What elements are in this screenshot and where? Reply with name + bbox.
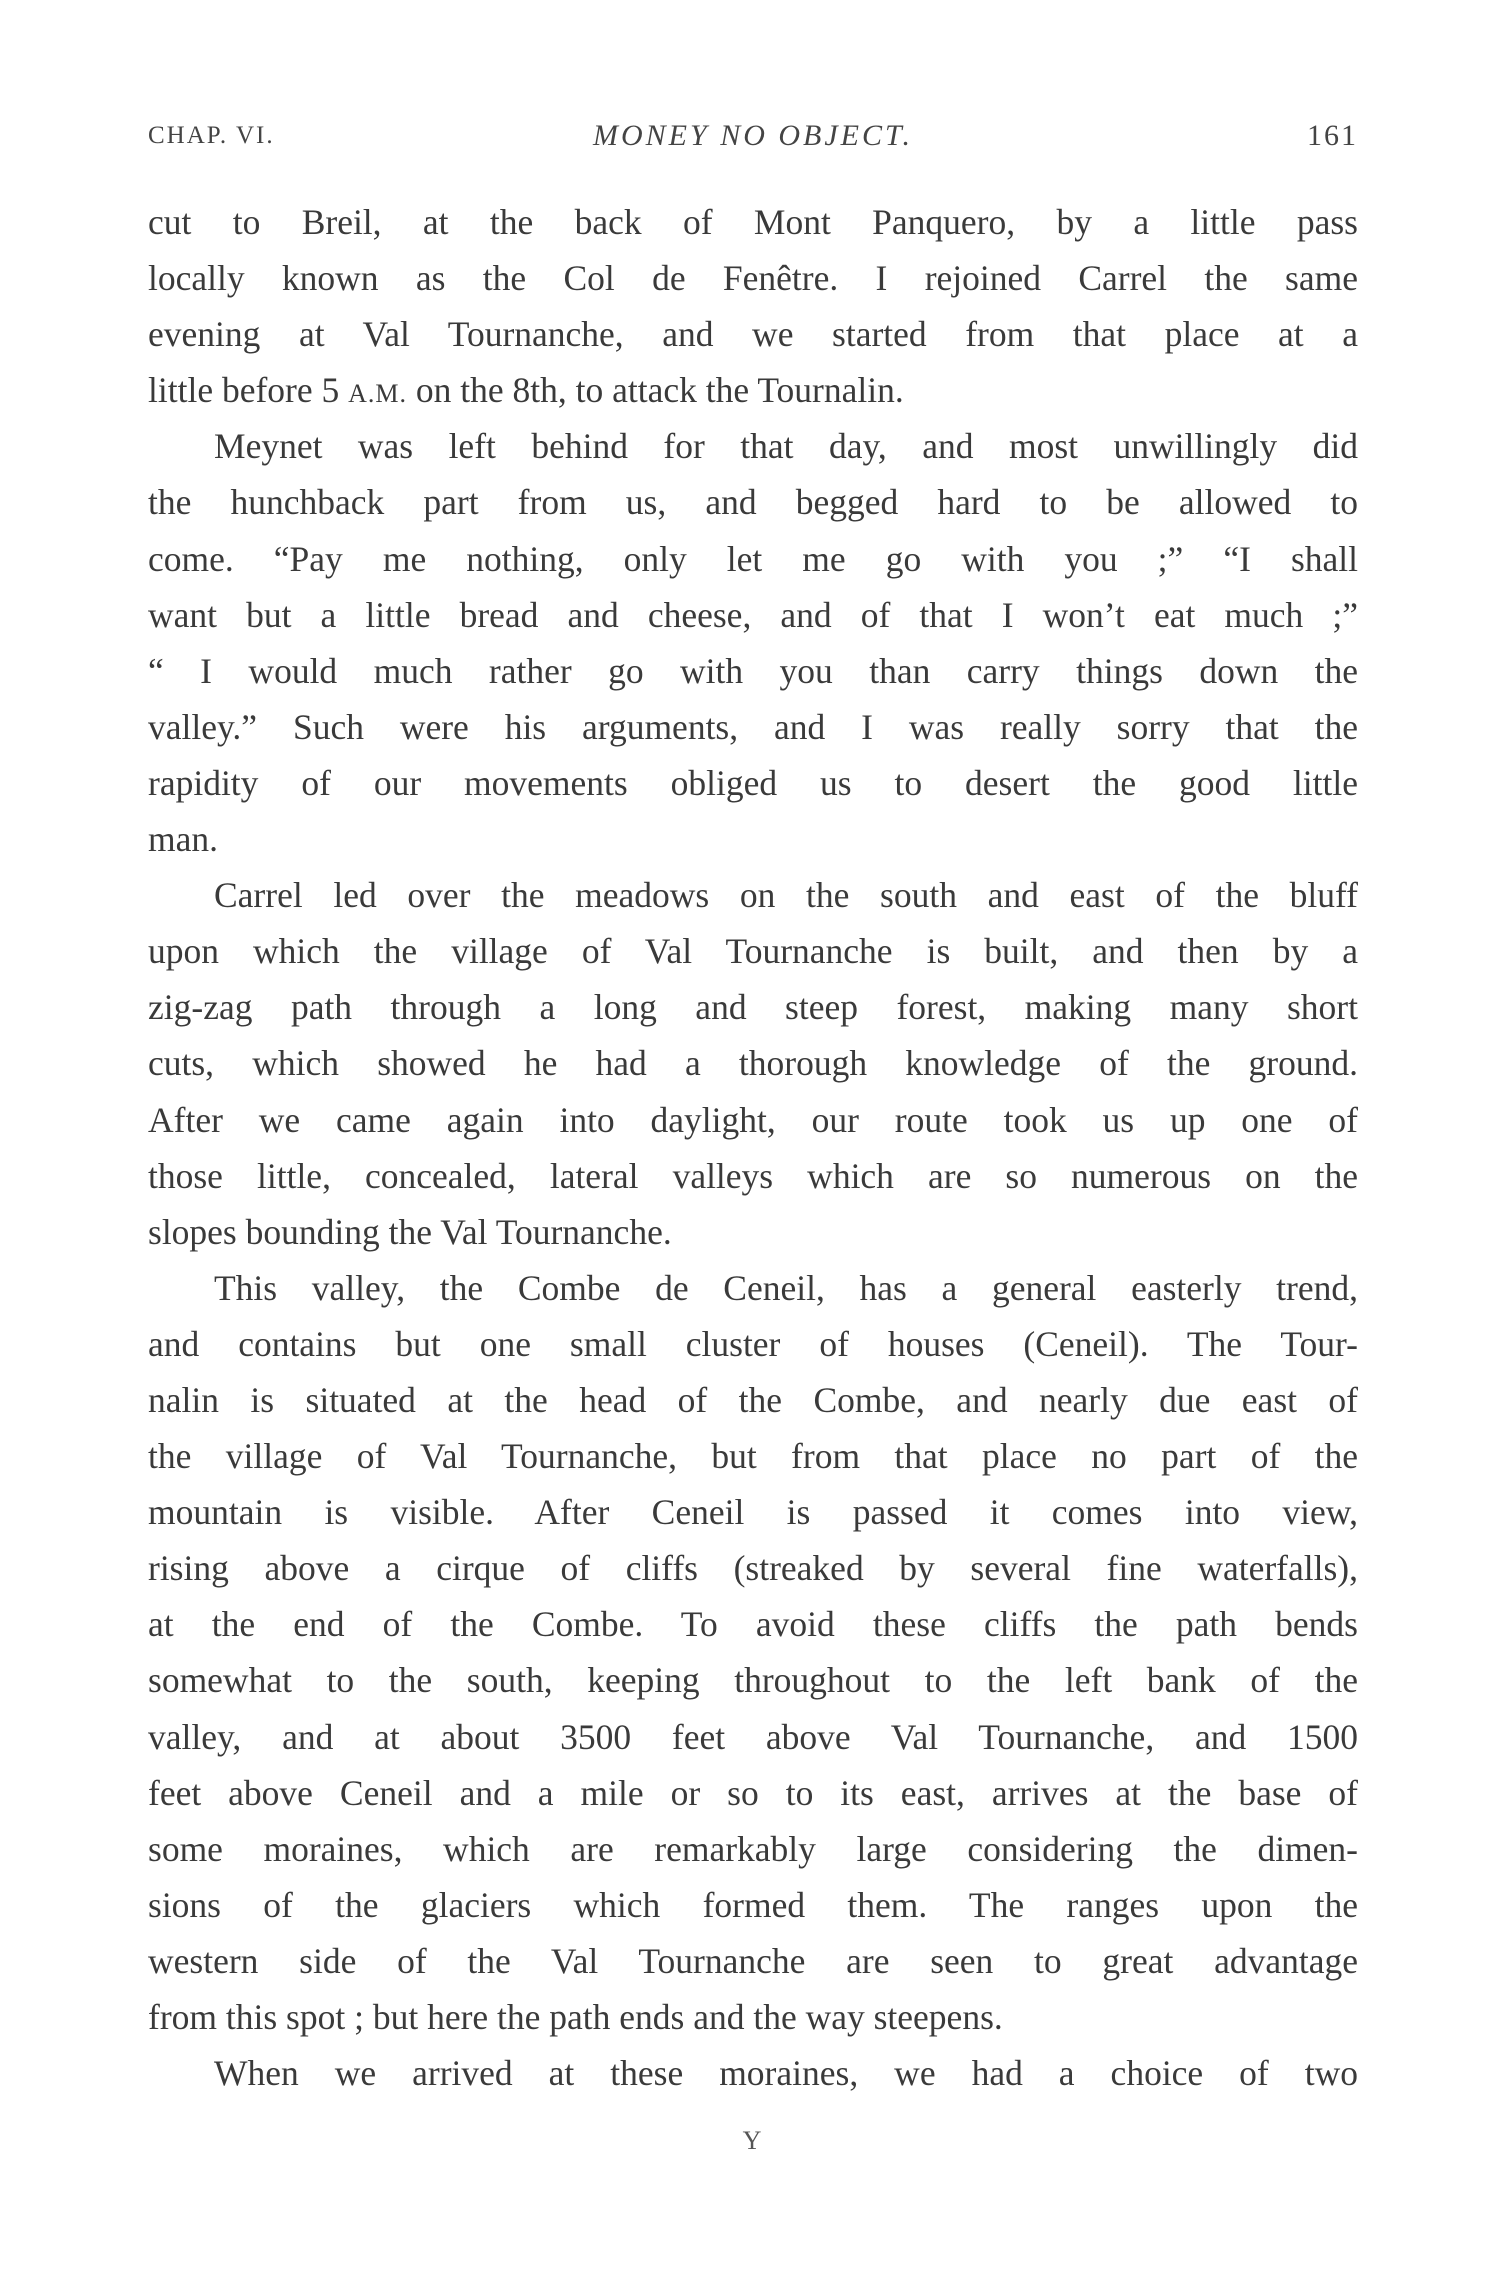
signature-mark: Y: [742, 2126, 762, 2155]
text-line: nalin is situated at the head of the Combe, and nearly due east of: [148, 1379, 1358, 1420]
text-line: zig-zag path through a long and steep forest, making many short: [148, 987, 1358, 1028]
text-line: Carrel led over the meadows on the south and east of the bluff: [214, 875, 1358, 916]
text-line: When we arrived at these moraines, we had a choice of two: [214, 2053, 1358, 2094]
text-line: cuts, which showed he had a thorough knowledge of the ground.: [148, 1043, 1358, 1084]
text-line: After we came again into daylight, our route took us up one of: [148, 1099, 1358, 1140]
body-text: [148, 194, 1358, 2101]
text-line: This valley, the Combe de Ceneil, has a general easterly trend,: [214, 1267, 1358, 1308]
paragraph: [148, 418, 1358, 867]
text-line: come. “Pay me nothing, only let me go with you ;” “I shall: [148, 538, 1358, 579]
text-line: cut to Breil, at the back of Mont Panquero, by a little pass: [148, 202, 1358, 242]
text-line: western side of the Val Tournanche are seen to great advantage: [148, 1940, 1358, 1981]
text-line: locally known as the Col de Fenêtre. I rejoined Carrel the same: [148, 258, 1358, 299]
running-head: [148, 118, 1358, 154]
text-line: want but a little bread and cheese, and of that I won’t eat much ;”: [148, 594, 1358, 635]
page-number: 161: [1307, 119, 1358, 152]
text-line: evening at Val Tournanche, and we started from that place at a: [148, 314, 1358, 355]
text-line: upon which the village of Val Tournanche is built, and then by a: [148, 931, 1358, 972]
paragraph: [148, 2045, 1358, 2101]
text-line: those little, concealed, lateral valleys which are so numerous on the: [148, 1155, 1358, 1196]
paragraph: [148, 867, 1358, 1260]
paragraph: [148, 194, 1358, 418]
text-line: from this spot ; but here the path ends and the way steepens.: [148, 1997, 1003, 2037]
text-line: little before 5 A.M. on the 8th, to attack the Tournalin.: [148, 370, 904, 411]
text-line: slopes bounding the Val Tournanche.: [148, 1211, 672, 1252]
text-line: valley.” Such were his arguments, and I was really sorry that the: [148, 706, 1358, 747]
paragraph: [148, 1260, 1358, 2045]
text-line: sions of the glaciers which formed them. The ranges upon the: [148, 1884, 1358, 1925]
text-line: at the end of the Combe. To avoid these cliffs the path bends: [148, 1604, 1358, 1645]
text-line: mountain is visible. After Ceneil is passed it comes into view,: [148, 1492, 1358, 1533]
text-line: the village of Val Tournanche, but from that place no part of the: [148, 1436, 1358, 1477]
text-line: valley, and at about 3500 feet above Val Tournanche, and 1500: [148, 1716, 1358, 1757]
text-line: the hunchback part from us, and begged hard to be allowed to: [148, 482, 1358, 523]
text-line: some moraines, which are remarkably large considering the dimen-: [148, 1828, 1358, 1869]
text-line: man.: [148, 819, 218, 860]
text-line: rising above a cirque of cliffs (streaked by several fine waterfalls),: [148, 1548, 1358, 1589]
text-line: feet above Ceneil and a mile or so to its east, arrives at the base of: [148, 1772, 1358, 1813]
text-line: somewhat to the south, keeping throughout to the left bank of the: [148, 1660, 1358, 1701]
text-line: “ I would much rather go with you than carry things down the: [148, 650, 1358, 691]
running-title: MONEY NO OBJECT.: [593, 119, 913, 152]
text-line: rapidity of our movements obliged us to desert the good little: [148, 762, 1358, 803]
chapter-label: CHAP. VI.: [148, 122, 275, 149]
text-line: Meynet was left behind for that day, and most unwillingly did: [214, 426, 1358, 467]
text-line: and contains but one small cluster of houses (Ceneil). The Tour-: [148, 1323, 1358, 1364]
